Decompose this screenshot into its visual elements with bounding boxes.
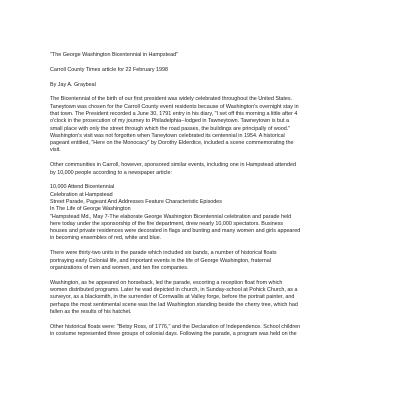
paragraph-line: in becoming ensembles of red, white and blue. <box>50 235 162 242</box>
paragraph-1 <box>50 96 380 154</box>
headline-line: 10,000 Attend Bicentennial <box>50 184 115 191</box>
paragraph-line: small place with only the street through which the road passes, the buildings are principally of wood." <box>50 125 291 132</box>
paragraph-line: Washington's visit was not forgotten when Taneytown celebrated its centennial in 1954. A historical <box>50 132 285 139</box>
paragraph-5 <box>50 280 380 316</box>
article-title: "The George Washington Bicentennial in Hampstead" <box>50 52 178 58</box>
paragraph-line: organizations of men and women, and ten fire companies. <box>50 264 189 271</box>
paragraph-line: o'clock in the prosecution of my journey to Philadelphia--lodged in Tawneytown. Tawneytown is but a <box>50 118 290 125</box>
paragraph-3 <box>50 214 380 243</box>
paragraph-line: perhaps the most sentimental scene was the lad Washington standing beside the cherry tree, which had <box>50 301 298 308</box>
paragraph-line: The Bicentennial of the birth of our first president was widely celebrated throughout the United States. <box>50 96 293 103</box>
quoted-headlines <box>50 184 380 213</box>
paragraph-line: Taneytown was chosen for the Carroll County event residents because of Washington's overnight stay in <box>50 103 299 110</box>
paragraph-line: Washington, as he appeared on horseback, led the parade, escorting a reception float from which <box>50 279 283 286</box>
paragraph-line: women distributed programs. Later he wad depicted in church, in Sunday-school at Pohick Church, as a <box>50 286 298 293</box>
paragraph-line: fallen as the results of his hatchet. <box>50 308 132 315</box>
paragraph-line: that town. The President recorded a June 30, 1791 entry in his diary, "I set off this morning a little after 4 <box>50 110 298 117</box>
paragraph-line: visit. <box>50 147 61 154</box>
paragraph-line: in costume represented three groups of colonial days. Following the parade, a program was held on the <box>50 330 297 337</box>
paragraph-line: houses and private residences were decorated in flags and bunting and many women and girls appeared <box>50 228 301 235</box>
headline-line: In The Life of George Washington <box>50 206 131 213</box>
paragraph-line: Other historical floats were: "Betsy Ross, of 1776," and the Declaration of Independence. School children <box>50 323 301 330</box>
paragraph-line: Other communities in Carroll, however, sponsored similar events, including one in Hampstead attended <box>50 162 296 169</box>
paragraph-line: here today under the sponsorship of the fire department, drew nearly 10,000 spectators. Business <box>50 220 284 227</box>
paragraph-6 <box>50 324 380 339</box>
paragraph-line: There were thirty-two units in the parade which included six bands, a number of historical floats <box>50 250 277 257</box>
paragraph-line: by 10,000 people according to a newspaper article: <box>50 169 172 176</box>
paragraph-4 <box>50 250 380 272</box>
article-source: Carroll County Times article for 22 February 1998 <box>50 66 169 73</box>
paragraph-line: "Hampstead Md., May 7-The elaborate George Washington Bicentennial celebration and parade held <box>50 213 292 220</box>
paragraph-line: surveyor, as a blacksmith, in the surrender of Cornwallis at Valley forge, before the portrait painter, and <box>50 294 295 301</box>
article-byline: By Jay A. Graybeal <box>50 81 96 88</box>
paragraph-line: portraying early Colonial life, and important events in the life of George Washington, fraternal <box>50 257 271 264</box>
headline-line: Celebration at Hampstead <box>50 191 113 198</box>
headline-line: Street Parade, Pageant And Addresses Feature Characteristic Episodes <box>50 198 222 205</box>
document-page <box>50 0 380 400</box>
paragraph-line: pageant entitled, "Here on the Monocacy" by Dorothy Elderdice, included a scene commemorating the <box>50 140 294 147</box>
paragraph-2 <box>50 162 380 177</box>
